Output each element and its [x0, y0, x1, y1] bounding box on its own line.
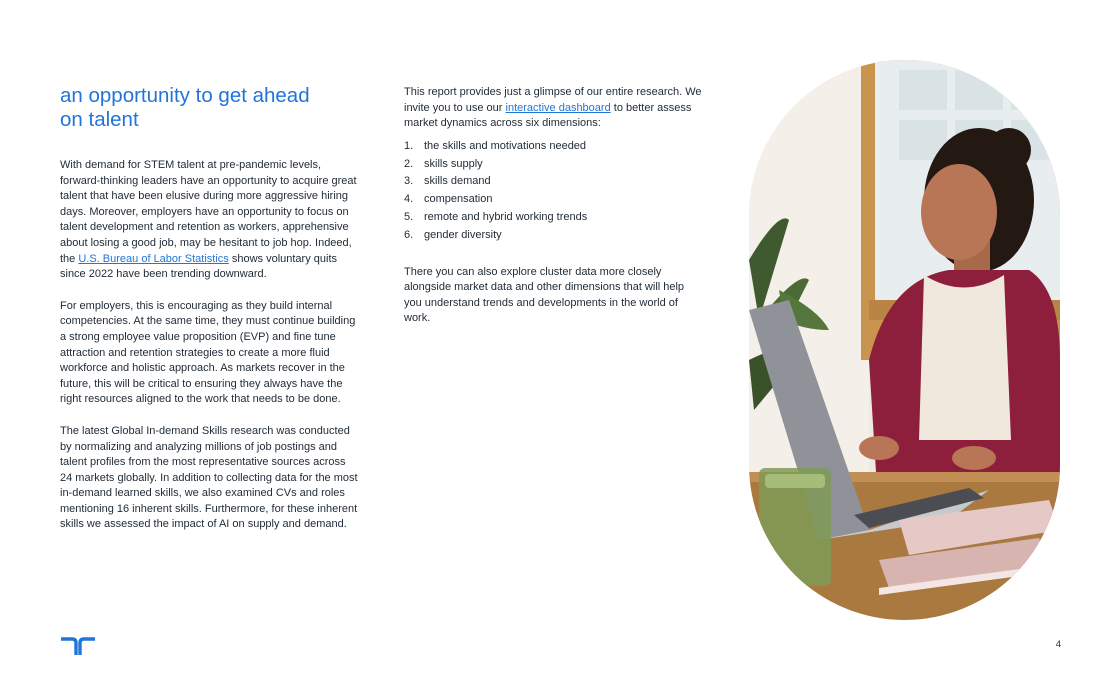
page-title-line-1: an opportunity to get ahead	[60, 84, 310, 107]
paragraph-text: With demand for STEM talent at pre-pandemic levels, forward-thinking leaders have an opportunity to acquire great talent that have been elusive during more aggressive hiring days. Moreover, employers have an opportunity to focus on talent development and retention as workers, apprehensive about losing a good job, may be hesitant to job hop. Indeed, the	[60, 159, 357, 265]
list-item	[404, 156, 704, 174]
list-item-label: the skills and motivations needed	[424, 139, 587, 152]
list-item	[404, 209, 704, 227]
list-item-number: 2.	[404, 157, 414, 170]
page-number: 4	[1055, 639, 1061, 650]
list-item	[404, 191, 704, 209]
list-item-number: 6.	[404, 228, 414, 241]
middle-column	[404, 85, 704, 327]
woman-laptop-illustration	[749, 60, 1060, 620]
paragraph-research-method: The latest Global In-demand Skills research was conducted by normalizing and analyzing millions of job postings and talent profiles from the most representative sources across 24 markets globally. In addition to collecting data for the most in-demand learned skills, we also examined CVs and roles mentioning 16 inherent skills. Furthermore, for these inherent skills we assessed the impact of AI on supply and demand.	[60, 424, 358, 531]
list-item-label: skills demand	[424, 175, 491, 188]
hero-photo	[749, 60, 1060, 620]
interactive-dashboard-link[interactable]: interactive dashboard	[505, 101, 611, 114]
list-item-number: 3.	[404, 175, 414, 188]
list-item	[404, 138, 704, 156]
list-item-number: 5.	[404, 210, 414, 223]
list-item	[404, 227, 704, 245]
left-column	[60, 84, 360, 549]
intro-text: to better assess market dynamics across six dimensions:	[404, 101, 692, 130]
closing-paragraph: There you can also explore cluster data more closely alongside market data and other dimensions that will help you understand trends and developments in the world of work.	[404, 265, 685, 325]
intro-text: This report provides just a glimpse of our entire research. We invite you to use our	[404, 86, 702, 114]
list-item-label: remote and hybrid working trends	[424, 210, 588, 223]
list-item	[404, 173, 704, 191]
bls-link[interactable]: U.S. Bureau of Labor Statistics	[78, 252, 229, 265]
intro-paragraph	[404, 85, 704, 132]
dimensions-list	[404, 138, 704, 245]
list-item-number: 1.	[404, 139, 414, 152]
paragraph-employers: For employers, this is encouraging as they build internal competencies. At the same time, they must continue building a strong employee value proposition (EVP) and fine tune attraction and retention strategies to create a more fluid workforce and holistic approach. As markets recover in the future, this will be critical to ensuring they always have the right resources aligned to the work that needs to be done.	[60, 299, 356, 406]
list-item-label: skills supply	[424, 157, 483, 170]
paragraph-text: shows voluntary quits since 2022 have been trending downward.	[60, 252, 337, 281]
paragraph-stem-demand	[60, 158, 360, 283]
page-title	[60, 84, 360, 132]
brand-logo	[60, 636, 96, 661]
list-item-label: compensation	[424, 193, 493, 206]
brand-logo-icon	[60, 636, 96, 656]
list-item-number: 4.	[404, 193, 414, 206]
list-item-label: gender diversity	[424, 228, 502, 241]
page-title-line-2: on talent	[60, 108, 139, 131]
